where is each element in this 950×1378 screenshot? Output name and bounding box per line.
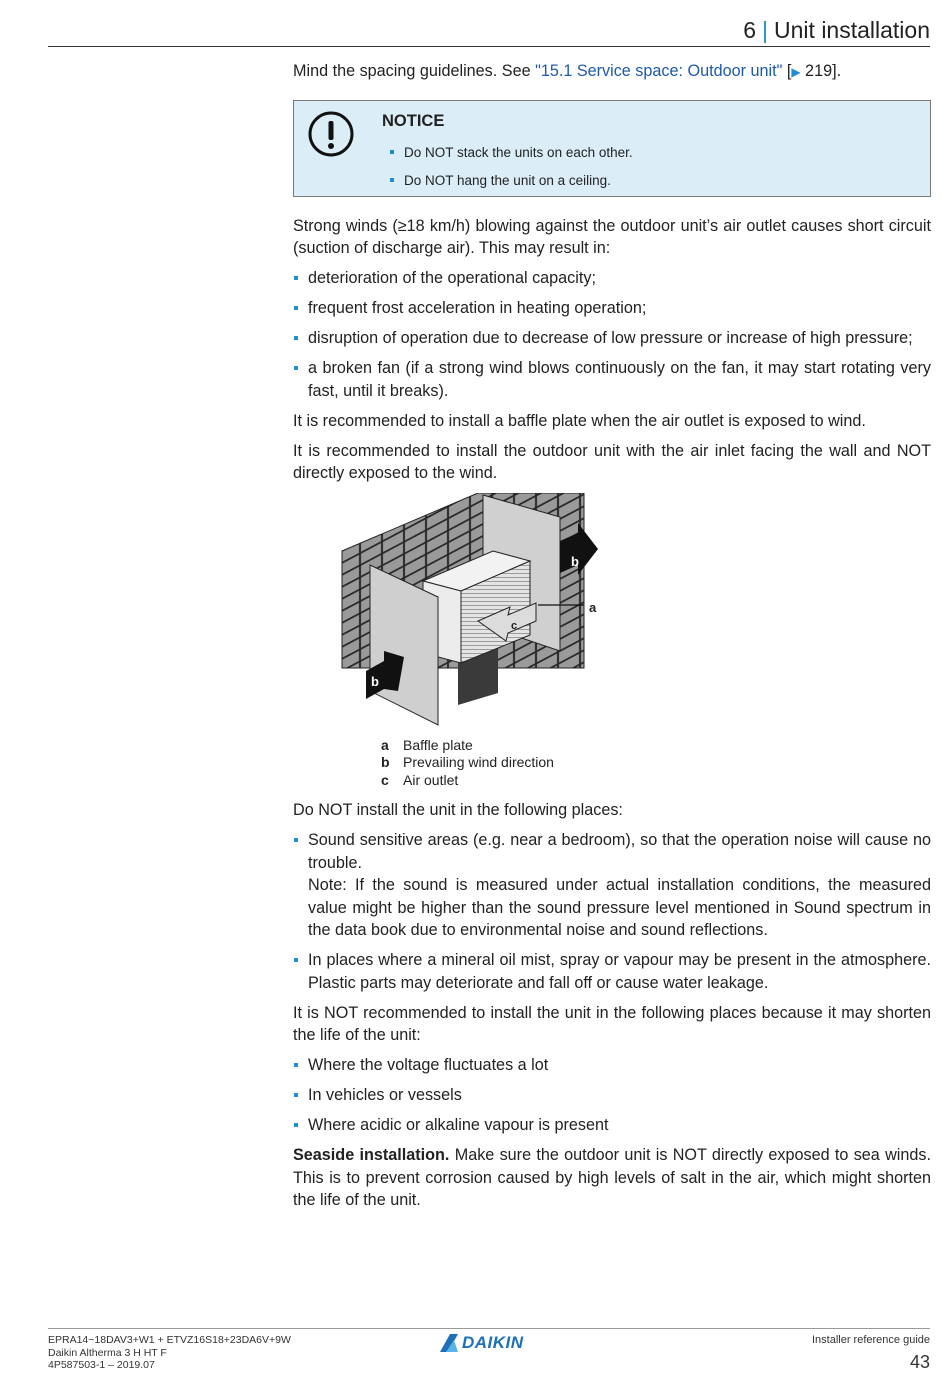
legend-row	[381, 754, 931, 772]
list-item-text: Sound sensitive areas (e.g. near a bedroom), so that the operation noise will cause no trouble.	[308, 831, 931, 872]
seaside-paragraph	[293, 1144, 931, 1212]
list-item-note: Note: If the sound is measured under actual installation conditions, the measured value might be higher than the sound pressure level mentioned in Sound spectrum in the data book due to environmental noise and sound reflections.	[308, 876, 931, 939]
recommend-inlet: It is recommended to install the outdoor unit with the air inlet facing the wall and NOT directly exposed to the wind.	[293, 441, 931, 482]
main-content	[293, 60, 931, 1219]
notice-title: NOTICE	[382, 111, 445, 130]
list-item: Where the voltage fluctuates a lot	[293, 1054, 931, 1077]
notice-item: Do NOT stack the units on each other.	[390, 139, 633, 167]
intro-paragraph	[293, 60, 931, 84]
callout-a: a	[589, 599, 597, 615]
footer-product: Daikin Altherma 3 H HT F	[48, 1346, 167, 1359]
callout-c: c	[511, 619, 518, 632]
wind-effects-list	[293, 267, 931, 402]
footer-right	[812, 1334, 930, 1373]
list-item: frequent frost acceleration in heating operation;	[293, 297, 931, 320]
legend-key: a	[381, 736, 389, 753]
legend-row	[381, 772, 931, 790]
not-recommended-list	[293, 1054, 931, 1137]
legend-text: Prevailing wind direction	[403, 754, 554, 770]
legend-row	[381, 737, 931, 755]
baffle-figure	[293, 493, 931, 731]
page-arrow-icon[interactable]: ▶	[791, 65, 801, 79]
seaside-text: Make sure the outdoor unit is NOT directly exposed to sea winds. This is to prevent corrosion caused by high levels of salt in the air, which might shorten the life of the unit.	[293, 1146, 931, 1209]
callout-b-right: b	[571, 553, 579, 569]
seaside-heading: Seaside installation.	[293, 1146, 450, 1164]
notice-item: Do NOT hang the unit on a ceiling.	[390, 167, 633, 195]
header-separator: |	[762, 17, 769, 43]
list-item: Where acidic or alkaline vapour is present	[293, 1114, 931, 1137]
service-space-link[interactable]: "15.1 Service space: Outdoor unit"	[535, 62, 783, 80]
do-not-install-heading: Do NOT install the unit in the following places:	[293, 801, 623, 819]
footer-doc-id: 4P587503-1 – 2019.07	[48, 1359, 155, 1371]
list-item-text: In places where a mineral oil mist, spray or vapour may be present in the atmosphere. Plastic parts may deteriorate and fall off or cause water leakage.	[308, 951, 931, 992]
page-number: 43	[909, 1352, 930, 1372]
not-recommended-heading: It is NOT recommended to install the unit in the following places because it may shorten the life of the unit:	[293, 1003, 931, 1044]
intro-text: Mind the spacing guidelines. See	[293, 62, 536, 80]
intro-bracket: [	[782, 62, 792, 80]
chapter-number: 6	[743, 17, 757, 43]
do-not-install-list	[293, 829, 931, 994]
list-item: a broken fan (if a strong wind blows continuously on the fan, it may start rotating very fast, until it breaks).	[293, 357, 931, 402]
footer-guide: Installer reference guide	[811, 1334, 930, 1346]
list-item	[293, 949, 931, 994]
legend-key: b	[381, 754, 390, 770]
baffle-illustration	[338, 493, 658, 731]
footer-divider	[48, 1328, 930, 1329]
legend-key: c	[381, 771, 389, 788]
page-ref: 219].	[800, 62, 842, 80]
footer-model: EPRA14~18DAV3+W1 + ETVZ16S18+23DA6V+9W	[48, 1334, 291, 1346]
daikin-logo	[440, 1332, 540, 1354]
recommend-baffle: It is recommended to install a baffle plate when the air outlet is exposed to wind.	[293, 411, 866, 430]
page-header	[48, 14, 930, 47]
list-item: In vehicles or vessels	[293, 1084, 931, 1107]
figure-legend	[381, 737, 931, 790]
list-item: deterioration of the operational capacity;	[293, 267, 931, 290]
notice-list	[390, 139, 633, 195]
legend-text: Air outlet	[403, 771, 459, 788]
legend-text: Baffle plate	[403, 736, 473, 753]
wind-paragraph: Strong winds (≥18 km/h) blowing against the outdoor unit’s air outlet causes short circuit (suction of discharge air). This may result in:	[293, 216, 931, 257]
callout-b-left: b	[371, 673, 379, 689]
exclamation-circle-icon	[308, 111, 354, 157]
list-item: disruption of operation due to decrease of low pressure or increase of high pressure;	[293, 327, 931, 350]
brand-name: DAIKIN	[462, 1333, 524, 1352]
notice-box	[293, 100, 931, 197]
list-item	[293, 829, 931, 942]
footer-left	[48, 1334, 291, 1372]
chapter-title: Unit installation	[774, 17, 930, 43]
